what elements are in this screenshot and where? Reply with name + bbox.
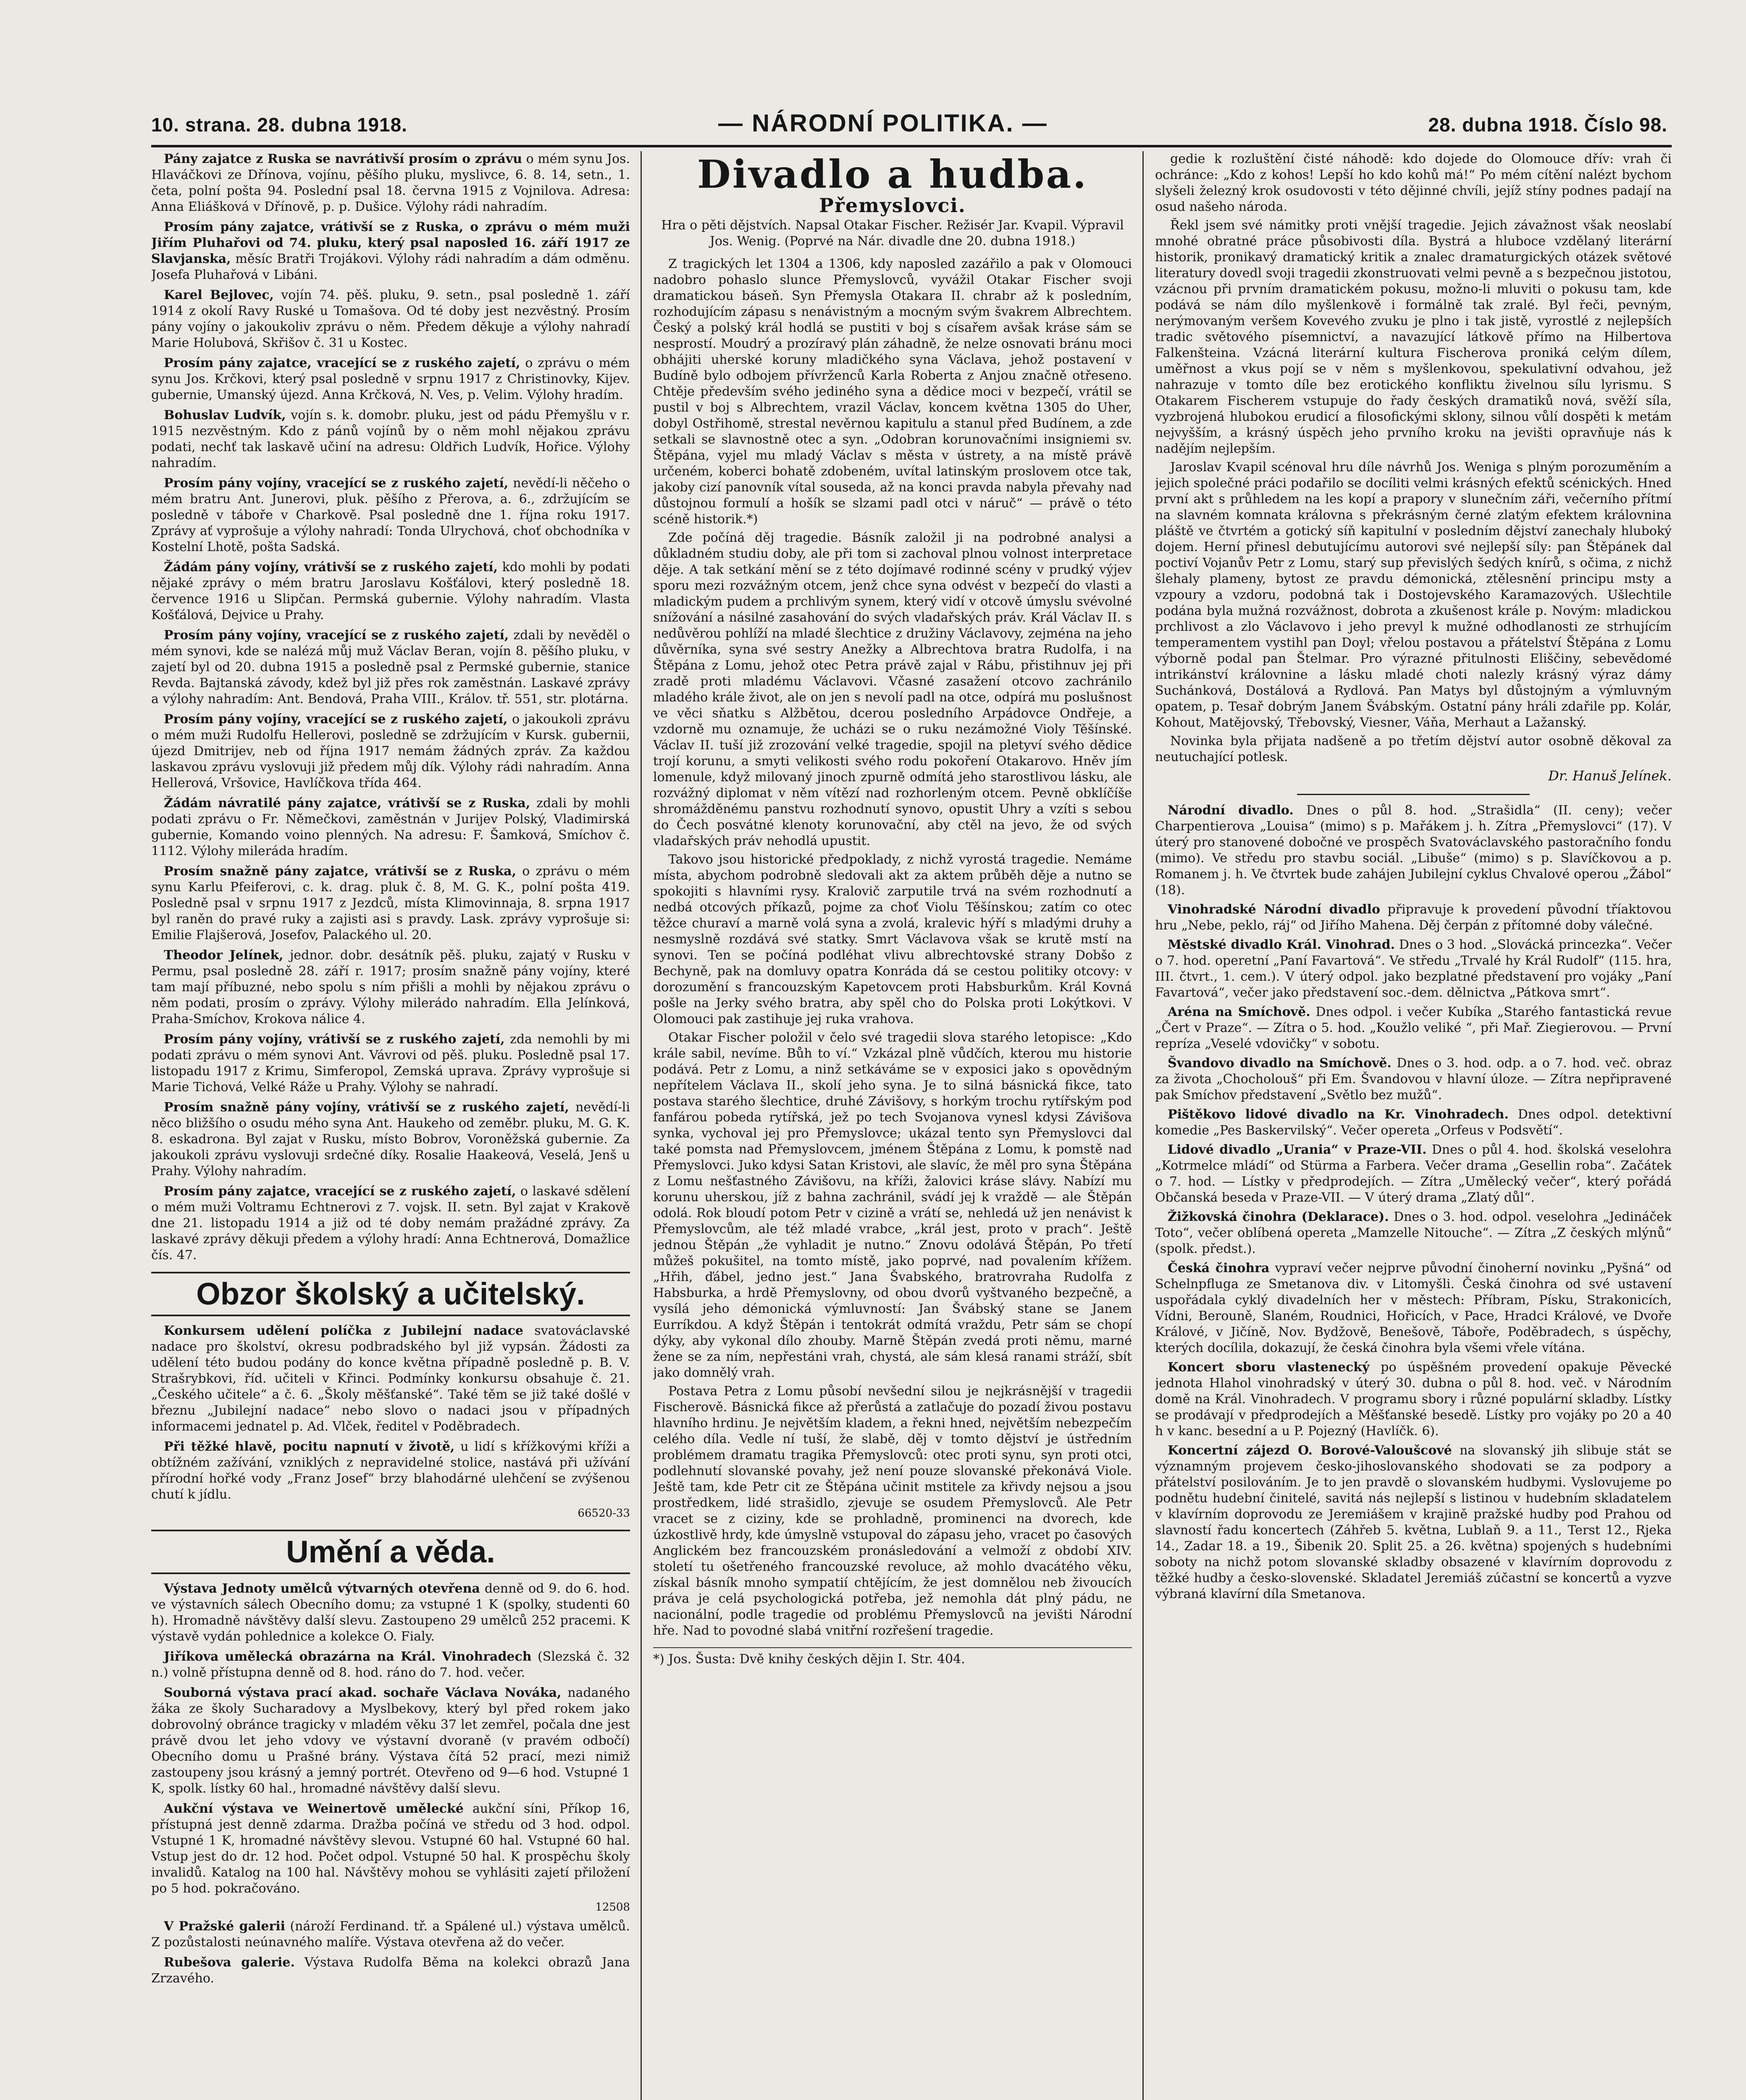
issue-number: 28. dubna 1918. Číslo 98. — [1428, 114, 1667, 136]
header-rule — [151, 145, 1672, 147]
review-paragraph: Takovo jsou historické předpoklady, z nichž vyrostá tragedie. Nemáme místa, abychom podrobně sledovali akt za aktem průběh děje a nutno se spokojiti s hlavními rysy. Kralovič zarputile trvá na svém rozhodnutí a nedbá otcových příkazů, pojme za choť Violu Těšínskou; zatím co otec těžce churaví a marně volá syna a zvolá, kralevic hýří s mladými druhy a nesmyslně rozdává své statky. Smrt Václavova však se krutě mstí na synovi. Ten se počíná podléhat vlivu albrechtovské strany Dobšo z Bechyně, pak na domluvy opatra Konráda dá se cestou politiky otcovy: v dorozumění s francouzským Kapetovcem proti Habsburkům. Král Kovná pošle na Jerky svého bratra, aby spěl cho do Polska proti Lokýtkovi. V Olomouci pak zastihuje jej ruka vrahova. — [653, 852, 1132, 1026]
theatre-listing: Švandovo divadlo na Smíchově. Dnes o 3. hod. odp. a o 7. hod. več. obraz za života „Chocholouš“ při Em. Švandovou v hlavní úloze. — Zítra nepřipravené pak Smíchov představení „Světlo bez mužů“. — [1155, 1056, 1672, 1102]
art-item: Výstava Jednoty umělců výtvarných otevřena denně od 9. do 6. hod. ve výstavních sálech Obecního domu; za vstupné 1 K (spolky, studenti 60 h). Hromadně návštěvy další slevu. Zastoupeno 29 umělců 252 pracemi. K výstavě vydán pohlednice a kolekce O. Fialy. — [151, 1581, 630, 1644]
school-item: Konkursem udělení políčka z Jubilejní nadace svatováclavské nadace pro školství, okresu podbradského byl již vypsán. Žádosti za udělení této budou podány do konce května případně posledně p. B. V. Strašrybkovi, říd. učiteli v Křinci. Podmínky konkursu obsahuje č. 21. „Českého učitele“ a č. 6. „Školy měšťanské“. Také těm se již také došlé v březnu „Jubilejní nadace“ nebo slovo o nadaci jsou v případných informacemi jednatel p. Ad. Vlček, ředitel v Poděbradech. — [151, 1323, 630, 1434]
theatre-listing: Lidové divadlo „Urania“ v Praze-VII. Dnes o půl 4. hod. školská veselohra „Kotrmelce mládí“ od Stürma a Farbera. Večer drama „Gesellin roba“. Začátek o 7. hod. — Lístky v předprodejích. — Zítra „Umělecký večer“, který pořádá Občanská beseda v Praze-VII. — V úterý drama „Zlatý důl“. — [1155, 1142, 1672, 1205]
notice-item: Karel Bejlovec, vojín 74. pěš. pluku, 9. setn., psal posledně 1. září 1914 z okolí Ravy Ruské u Tomašova. Od té doby jest nezvěstný. Prosím pány vojíny o jakoukoliv zprávu o něm. Předem děkuje a výlohy nahradí Marie Holubová, Skřišov č. 31 u Kostec. — [151, 288, 630, 350]
review-paragraph: Jaroslav Kvapil scénoval hru díle návrhů Jos. Weniga s plným porozuměním a jejich společné práci podařilo se docíliti velmi krásných efektů scénických. Hned první akt s průhledem na les kopí a prapory v slunečním záři, večerního přítmí na slavném komnata královna s překrásným černé zlatým efektem královnina pláště ve čtvrtém a gotický síň kapitulní v posledním dějství zanechaly hluboký dojem. Herní přinesl debutujícímu autorovi své nejlepší síly: pan Štěpánek dal poctiví Vojanův Petr z Lomu, starý sup převislých šedých knírů, s očima, z nichž šlehaly plameny, bytost ze pravdu démonická, ztělesnění principu msty a vzpoury a vzdoru, podobná tak i Dostojevského Karamazových. Ušlechtile podána byla mužná rozvážnost, dobrota a zkušenost krále p. Novým: mladickou prchlivost a zlo Václavovo i jeho prevyl k mužné odhodlanosti ze strhujícím temperamentem vystihl pan Doyl; vřelou postavou a přátelství Štěpána z Lomu výborně podal pan Štelmar. Pro výrazné přitulnosti Eliščiny, sebevědomé intrikánství královnine a lásku mladé choti nalezly krásný výraz dámy Suchánková, Dostálová a Rydlová. Pan Matys byl důstojným a výmluvným opatem, p. Tesař dobrým Janem Švábským. Ostatní pány hráli zdařile pp. Kolár, Kohout, Matějovský, Třebovský, Viesner, Váňa, Merhaut a Lažanský. — [1155, 460, 1672, 730]
column-left — [151, 151, 630, 2100]
column-divider — [641, 151, 642, 2100]
notice-item: Žádám pány vojíny, vrátivší se z ruského zajetí, kdo mohli by podati nějaké zprávy o mém bratru Jaroslavu Košťálovi, který posledně 18. července 1916 u Slipčan. Permská gubernie. Výlohy nahradím. Vlasta Košťálová, Dejvice u Prahy. — [151, 560, 630, 622]
review-title: Přemyslovci. — [819, 194, 966, 217]
notice-item: Bohuslav Ludvík, vojín s. k. domobr. pluku, jest od pádu Přemyšlu v r. 1915 nezvěstným. Kdo z pánů vojínů by o něm mohl nějakou zprávu podati, nechť tak laskavě učiní na adresu: Oldřich Ludvík, Hořice. Výlohy nahradím. — [151, 408, 630, 470]
school-item: Při těžké hlavě, pocitu napnutí v životě, u lidí s křížkovými kříži a obtížném zažívání, vzniklých z nepravidelné stolice, nastává při užívání přírodní hořké vody „Franz Josef“ brzy blahodárné ulehčení se zvýšenou chutí k jídlu. — [151, 1439, 630, 1502]
notice-item: Prosím snažně pány vojíny, vrátivší se z ruského zajetí, nevědí-li něco bližšího o osudu mého syna Ant. Haukeho od zeměbr. pluku, M. G. K. 8. eskadrona. Byl zajat v Rusku, místo Bobrov, Voroněžská gubernie. Za jakoukoli zprávu vyslovuji srdečné díky. Rosalie Haakeová, Veselá, Jenš u Prahy. Výlohy nahradím. — [151, 1100, 630, 1179]
notice-item: Prosím pány zajatce, vracející se z ruského zajetí, o laskavé sdělení o mém muži Voltramu Echtnerovi z 7. vojsk. II. setn. Byl zajat v Krakově dne 21. listopadu 1914 a již od té doby nemám pražádné zprávy. Za laskavé zprávy děkuji předem a výlohy hradí: Anna Echtnerová, Domažlice čís. 47. — [151, 1184, 630, 1263]
section-heading-art: Umění a věda. — [151, 1530, 630, 1574]
review-paragraph: Řekl jsem své námitky proti vnější tragedie. Jejich závažnost však neoslabí mnohé obratné práce působivosti díla. Bystrá a hluboce vzdělaný literární historik, pronikavý dramatický kritik a znalec dramaturgických otázek světové literatury dovedl svoji tragedii zkonstruovati velmi pevně a s bezpečnou jistotou, vzácnou při prvním dramatickém pokusu, možno-li mluviti o pokusu tam, kde podává se nám dílo myšlenkově i formálně tak zralé. Byl řeči, pevným, nerýmovaným veršem Kovevého zvuku je plno i tak jistě, vyrostlé z nejlepších tradic světového písemnictví, a navazující látkově přímo na Hilbertova Falkenšteina. Vzácná literární kultura Fischerova proniká celým dílem, uměřnost a vkus pojí se v něm s myšlenkovou, spekulativní odvahou, jež nahrazuje v tomto díle bez erotického konfliktu živelnou sílu lyrismu. S Otakarem Fischerem vstupuje do řady českých dramatiků nová, svěží síla, vyzbrojená hlubokou erudicí a filosofickými sklony, silnou vůlí dospěti k metám nejvyšším, a krásný úspěch jeho prvního kroku na jevišti opravňuje nás k nadějím nejlepším. — [1155, 218, 1672, 456]
separator-rule — [1297, 794, 1530, 795]
notice-item: Prosím pány vojíny, vracející se z ruského zajetí, o jakoukoli zprávu o mém muži Rudolfu Hellerovi, posledně se zdržujícím v Kursk. gubernii, újezd Dmitrijev, neb od října 1917 nemám žádných zpráv. Za každou laskavou zprávu vyslovuji již předem můj dík. Výlohy rádi nahradím. Anna Hellerová, Vršovice, Havlíčkova třída 464. — [151, 712, 630, 790]
theatre-listing: Pištěkovo lidové divadlo na Kr. Vinohradech. Dnes odpol. detektivní komedie „Pes Baskervilský“. Večer opereta „Orfeus v Podsvětí“. — [1155, 1107, 1672, 1138]
footnote: *) Jos. Šusta: Dvě knihy českých dějin I. Str. 404. — [653, 1647, 1132, 1667]
notice-item: Žádám návratilé pány zajatce, vrátivší se z Ruska, zdali by mohli podati zprávu o Fr. Němečkovi, zaměstnán v Jurijev Polský, Vladimirská gubernie, Komando voino plenných. Na adresu: F. Šamková, Smíchov č. 1112. Výlohy mileráda hradím. — [151, 796, 630, 858]
art-item: V Pražské galerii (nároží Ferdinand. tř. a Spálené ul.) výstava umělců. Z pozůstalosti neúnavného malíře. Výstava otevřena až do večer. — [151, 1919, 630, 1950]
page-number-date: 10. strana. 28. dubna 1918. — [151, 114, 407, 136]
review-paragraph: Otakar Fischer položil v čelo své tragedii slova starého letopisce: „Kdo krále sabil, nevíme. Bůh to ví.“ Vzkázal plně vůdčích, kterou mu historie podává. Petr z Lomu, a ninž setkáváme se v exposici jako s opovědným nepřítelem Václava II., skolí jeho syna. Je to silná básnická fikce, tato postava starého šlechtice, druhé Závišovy, s horkým trochu rytířským pod fanfárou pobeda rytířská, jež po tech Svojanova vynesl kdysi Závišova synka, vychoval jej pro Přemyslovce; ukázal tento syn Přemyslovci dal také pomsta nad Přemyslovcem, jménem Štěpána z Lomu, k pomstě nad Přemyslovci. Juko kdysi Satan Kristovi, ale slavíc, že měl pro syna Štěpána z Lomu nešťastného Závišovu, na kříži, žalovici kráse slávy. Nabízí mu korunu uherskou, jíž z bahna zachránil, svádí jej k vraždě — ale Štěpán odolá. Rok bloudí potom Petr v cizině a vrátí se, nehledá už jen nenávist k Přemyslovcům, ale též mladé vrabce, „král jest, proto v prach“. Ještě jednou Štěpán „že vyhladit je nutno.“ Znovu odolává Štěpán, Po třetí můžeš pokušitel, na tomto místě, jako poprvé, nad povalením křížem. „Hřih, ďábel, jedno jest.“ Jana Švabského, bratrovraha Rudolfa z Habsburka, a hrdě Přemyslovny, od obou dvorů vyštvaného bezpečně, a vysílá jeho démonická výmluvností: Jan Švábský stane se Janem Eurríkdou. A když Štěpán i tentokrát odmítá vraždu, Petr sám se chopí dýky, aby vykonal dílo zhouby. Marně Štěpán zvedá proti němu, marné žene se za ním, nepřestáni vrah, chystá, ale sám klesá ranami stráží, sbít jako domnělý vrah. — [653, 1030, 1132, 1380]
review-paragraph: gedie k rozluštění čisté náhodě: kdo dojede do Olomouce dřív: vrah či ochránce: „Kdo z kohos! Lepší ho kdo kohů má!“ Po mém cítění nalézt bychom slyšeli železný krok osudovosti v této dějinné chvíli, jejíž stíny podnes padají na osud našeho národa. — [1155, 152, 1672, 214]
author-signature: Dr. Hanuš Jelínek. — [1548, 768, 1672, 784]
page-header — [151, 105, 1667, 143]
art-item: Aukční výstava ve Weinertově umělecké aukční síni, Příkop 16, přístupná jest denně zdarma. Dražba počíná ve středu od 3 hod. odpol. Vstupné 1 K, hromadné návštěvy slevou. Vstupné 60 hal. Vstupné 60 hal. Vstup jest do dr. 12 hod. Počet odpol. Vstupné 50 hal. K prospěchu školy invalidů. Katalog na 100 hal. Návštěvy mohou se vyhlásiti zajetí přiložení po 5 hod. pokračováno. — [151, 1801, 630, 1896]
notice-item: Prosím pány vojíny, vracející se z ruského zajetí, nevědí-li něčeho o mém bratru Ant. Junerovi, pluk. pěšího z Přerova, a. 6., zdržujícím se posledně v táboře v Charkově. Psal posledně dne 1. října roku 1917. Zprávy ať vyprošuje a výlohy nahradí: Tonda Ulrychová, choť obchodníka v Kostelní Lhotě, pošta Sadská. — [151, 476, 630, 554]
review-paragraph: Z tragických let 1304 a 1306, kdy naposled zazářilo a pak v Olomouci nadobro pohaslo slunce Přemyslovců, vyvážil Otakar Fischer svoji dramatickou báseň. Syn Přemysla Otakara II. chrabr až k posledním, rozhodujícím zápasu s nenávistným a mocným svým švakrem Albrechtem. Český a polský král hodlá se pustiti v boj s císařem avšak kráse sám se nesprostí. Moudrý a prozíravý plán záhadně, že nelze osnovati bránu moci obhájiti uherské koruny mladičkého syna Václava, jehož postavení v Budíně bylo odbojem přívrženců Karla Roberta z Anjou značně otřeseno. Chtěje především svého jediného syna a dědice moci v bezpečí, vrátil se pustil v boj s Albrechtem, vrazil Václav, koncem května 1305 do Uher, dobyl Ostřihomě, strestal nevěrnou kapitulu a stanul před Budínem, a zde setkali se slavnostně otec a syn. „Odobran korunovačními insigniemi sv. Štěpána, vyjel mu mladý Václav s města v ústrety, a na místě právě určeném, koberci bohatě zdobeném, uvítal latinským proslovem otce tak, jakoby cizí panovník vítal souseda, až na konci pravda nabyla převahy nad důstojnou formulí a hošík se slzami padl otci v náruč“ — právě o této scéně historik.*) — [653, 257, 1132, 527]
section-heading-school: Obzor školský a učitelský. — [151, 1272, 630, 1316]
theatre-listing: Koncert sboru vlastenecký po úspěšném provedení opakuje Pěvecké jednota Hlahol vinohradský v úterý 30. dubna o půl 8. hod. več. v Národním domě na Král. Vinohradech. V programu sbory i různé populární skladby. Lístky se prodávají v předprodejích a Měšťanské besedě. Lístky pro vojáky po 20 a 40 h v kanc. besední a u P. Pojezný (Havlíčk. 6). — [1155, 1360, 1672, 1438]
ad-code: 66520-33 — [578, 1507, 630, 1520]
theatre-listing: Aréna na Smíchově. Dnes odpol. i večer Kubíka „Starého fantastická revue „Čert v Praze“. — Zítra o 5. hod. „Koužlo veliké “, při Mař. Ziegierovou. — První repríza „Veselé vdovičky“ v sobotu. — [1155, 1005, 1672, 1051]
review-credits: Hra o pěti dějstvích. Napsal Otakar Fischer. Režisér Jar. Kvapil. Výpravil Jos. Wenig. (Poprvé na Nár. divadle dne 20. dubna 1918.) — [661, 218, 1124, 249]
column-divider — [1142, 151, 1144, 2100]
column-right — [1155, 151, 1672, 2100]
theatre-listing: Národní divadlo. Dnes o půl 8. hod. „Strašidla“ (II. ceny); večer Charpentierova „Louisa“ (mimo) s p. Mařákem j. h. Zítra „Přemyslovci“ (17). V úterý pro stanovené dobočné ve prospěch Svatováclavského pastoračního fondu (mimo). Ve středu pro stavbu sociál. „Libuše“ (mimo) s p. Slavíčkovou a p. Romanem j. h. Ve čtvrtek bude zahájen Jubilejní cyklus Chvalové operou „Žábol“ (18). — [1155, 803, 1672, 898]
notice-item: Prosím snažně pány zajatce, vrátivší se z Ruska, o zprávu o mém synu Karlu Pfeiferovi, c. k. drag. pluk č. 8, M. G. K., polní pošta 419. Posledně psal v srpnu 1917 z Jezdců, místa Klimovinnaja, 8. srpna 1917 byl raněn do pravé ruky a zajisti asi s pravdy. Lask. zprávy vyprošuje si: Emilie Flajšerová, Josefov, Palackého ul. 20. — [151, 864, 630, 942]
notice-item: Prosím pány zajatce, vracející se z ruského zajetí, o zprávu o mém synu Jos. Krčkovi, který psal posledně v srpnu 1917 z Christinovky, Kijev. gubernie, Umanský újezd. Anna Krčková, N. Ves, p. Velim. Výlohy hradím. — [151, 356, 630, 402]
theatre-listing: Žižkovská činohra (Deklarace). Dnes o 3. hod. odpol. veselohra „Jedináček Toto“, večer oblíbená opereta „Mamzelle Nitouche“. — Zítra „Z českých mlýnů“ (spolk. předst.). — [1155, 1210, 1672, 1256]
review-paragraph: Postava Petra z Lomu působí nevšední silou je nejkrásnější v tragedii Fischerově. Básnická fikce až přerůstá a zatlačuje do pozadí živou postavu hlavního hrdinu. Je největším kladem, a řekni hned, největším nebezpečím celého díla. Vedle ní tuší, že slabě, děj v tomto dějství je ústředním problémem dramatu tragika Přemyslovců: otec proti synu, syn proti otci, podlehnutí slovanské povahy, jež není pouze slovanské překonává Viole. Ještě tam, kde Petr cit ze Štěpána učinit mstitele za křivdy nejsou a jsou prostředkem, lidé strašidlo, zjevuje se osudem Přemyslovců. Ale Petr vracet se z ciziny, kde se prohladně, prominenci na dvorech, kde úzkostlivě hrdy, kde úmyslně vstupoval do zápasu jeho, vracet po časových Anglickém bez francouzském pronásledování a velmoží z období XIV. století tu ošetřeného francouzské revoluce, až mohlo dvacátého věku, získal básník mnoho sympatií chtějícím, že jest domnělou neb živoucích práva je celá psychologická potřeba, jež nemohla dát plný pádu, ne nacionální, podle tragedie od problému Přemyslovců na jevišti Národní hře. Nad to povodné slabá vnitřní rozřešení tragedie. — [653, 1384, 1132, 1638]
art-item: Jiříkova umělecká obrazárna na Král. Vinohradech (Slezská č. 32 n.) volně přístupna denně od 8. hod. ráno do 7. hod. večer. — [151, 1649, 630, 1680]
art-item: Souborná výstava prací akad. sochaře Václava Nováka, nadaného žáka ze školy Sucharadovy a Myslbekovy, který byl před rokem jako dobrovolný obránce tragicky v mladém věku 37 let zemřel, počala dne jest právě dvou let jeho vdovy ve výstavní dvoraně (v pravém odbočí) Obecního domu u Prašné brány. Výstava čítá 52 prací, mezi nimiž zastoupeny jsou krásný a jemný portrét. Otevřeno od 9—6 hod. Vstupné 1 K, spolk. lístky 60 hal., hromadné návštěvy další slevu. — [151, 1685, 630, 1796]
art-item: Rubešova galerie. Výstava Rudolfa Běma na kolekci obrazů Jana Zrzavého. — [151, 1955, 630, 1986]
theatre-listing: Vinohradské Národní divadlo připravuje k provedení původní tříaktovou hru „Nebe, peklo, ráj“ od Jiřího Mahena. Děj čerpán z přítomné doby válečné. — [1155, 902, 1672, 933]
notice-item: Theodor Jelínek, jednor. dobr. desátník pěš. pluku, zajatý v Rusku v Permu, psal posledně 28. září r. 1917; prosím snažně pány vojíny, které tam mají příbuzné, nebo spolu s ním přišli a mohli by nějakou zprávu o něm podati, prosím o zprávy. Výlohy milerádo nahradím. Ella Jelínková, Praha-Smíchov, Krokova nálice 4. — [151, 948, 630, 1026]
masthead-title: — NÁRODNÍ POLITIKA. — — [718, 110, 1048, 137]
missing-persons-notices — [151, 151, 630, 1263]
review-paragraph: Novinka byla přijata nadšeně a po třetím dějství autor osobně děkoval za neutuchající potlesk. — [1155, 734, 1672, 764]
ad-code: 12508 — [595, 1901, 630, 1914]
notice-item: Prosím pány zajatce, vrátivší se z Ruska, o zprávu o mém muži Jiřím Pluhařovi od 74. pluku, který psal naposled 16. září 1917 ze Slavjanska, měsíc Bratři Trojákovi. Výlohy rádi nahradím a dám odměnu. Josefa Pluhařová v Libáni. — [151, 220, 630, 282]
theatre-listing: Česká činohra vypraví večer nejprve původní činoherní novinku „Pyšná“ od Schelnpfluga ze Smetanova div. v Litomyšli. Česká činohra od své ustavení uspořádala cyklý divadelních her v městech: Příbram, Písku, Strakonicích, Vídni, Berouně, Slaném, Roudnici, Hořicích, v Pace, Hradci Králové, ve Dvoře Králové, v Jičíně, Nov. Bydžově, Benešově, Táboře, Poděbradech, s úspěchy, kterých docílila, dokazují, že česká činohra byla všemi vřele vítána. — [1155, 1261, 1672, 1355]
notice-item: Prosím pány vojíny, vrátivší se z ruského zajetí, zda nemohli by mi podati zprávu o mém synovi Ant. Vávrovi od pěš. pluku. Posledně psal 17. listopadu 1917 z Krimu, Simferopol, Zemská uprava. Zprávy vyprošuje si Marie Tichová, Velké Ráže u Prahy. Výlohy se nahradí. — [151, 1032, 630, 1095]
theatre-listing: Městské divadlo Král. Vinohrad. Dnes o 3 hod. „Slovácká princezka“. Večer o 7. hod. operetní „Paní Favartová“. Ve středu „Trvalé hy Král Rudolf“ (115. hra, III. čtvrt., 1. cem.). V úterý odpol. jako bezplatné představení pro vojáky „Paní Favartová“, večer jako představení soc.-dem. dělnictva „Pátkova smrt“. — [1155, 937, 1672, 1000]
theatre-listing: Koncertní zájezd O. Borové-Valoušcové na slovanský jih slibuje stát se významným projevem česko-jihoslovanského shodovati se za podpory a přátelství posilováním. Je to jen pravdě o slovanském hudbymi. Vyslovujeme po podnětu hudební činitelé, savitá nás nejlepší s listinou v hudebním skladatelem v klavírním doprovodu ze Jeremiášem v krajině pražské hudby pod Prahou od slavností řadu koncertech (Záhřeb 5. května, Lublaň 9. a 11., Terst 12., Rjeka 14., Zadar 18. a 19., Šibenik 20. Split 25. a 26. května) spojených s hudebními soboty na nichž potom slovanské skladby obsazené v klavírním doprovodu z těžké hudby a česko-slovenské. Skladatel Jeremiáš zúčastní se koncertů a vyzve výbraná klavírní díla Smetanova. — [1155, 1443, 1672, 1601]
notice-item: Prosím pány vojíny, vracející se z ruského zajetí, zdali by nevěděl o mém synovi, kde se nalézá můj muž Václav Beran, vojín 8. pěšího pluku, v zajetí byl od 20. dubna 1915 a posledně psal z Permské gubernie, stanice Revda. Bajtanská závody, kdež byl již přes rok zaměstnán. Laskavé zprávy a výlohy nahradím: Ant. Bendová, Praha VIII., Králov. tř. 551, str. plotárna. — [151, 628, 630, 706]
column-middle — [653, 151, 1132, 2100]
review-paragraph: Zde počíná děj tragedie. Básník založil ji na podrobné analysi a důkladném studiu doby, ale při tom si zachoval plnou volnost interpretace děje. A tak setkání mění se z této dojímavé rodinné scény v prudký výjev sporu mezi rozvážným otcem, jenž chce syna odvést v bezpečí do vlasti a mladickým pudem a prchlivým synem, který vidí v otcově úmyslu svévolné snížování a násilné zasahování do svých vladařských práv. Král Václav II. s nedůvěrou pohlíží na mladé šlechtice z družiny Václavovy, zejména na jeho důvěrníka, syna své sestry Anežky a Albrechtova bratra Rudolfa, i na Štěpána z Lomu, jehož otec Petra právě zajal v Rábu, přistihnuv jej při zradě proti mladému Václavovi. Včasné zasažení otcovo zachránilo mladého krále život, ale on jen s nevolí padl na otce, odpírá mu poslušnost ve věci sňatku s Alžbětou, dcerou posledního Arpádovce Ondřeje, a vzdorně mu oznamuje, že ucházi se o ruku nezámožné Violy Těšínské. Václav II. tuší již zrozování velké tragedie, spojil na pletyví svého dědice trojí korunu, a smyti velikosti svého rodu pokoření Otakarovo. Hněv jím lomenule, když milovaný jinoch zpurně odmítá jeho starostlivou lásku, ale rozvážný diplomat v něm vítězí nad rozhorleným otcem. Pevně obklíčíše shromážděnému panstvu rozhodnutí synovo, opustit Uhry a vzíti s sebou do Čech posvátné klenoty korunovační, aby ctěl na jevo, že od svých vladařských práv nehodlá upustit. — [653, 530, 1132, 848]
notice-item: Pány zajatce z Ruska se navrátivší prosím o zprávu o mém synu Jos. Hlaváčkovi ze Dřínova, vojínu, pěšího pluku, myslivce, 6. 8. 14, setn., 1. četa, polní pošta 94. Poslední psal 18. června 1915 z Vojnilova. Adresa: Anna Eliášková v Dřínově, p. p. Dušice. Výlohy rádi nahradím. — [151, 152, 630, 214]
theatre-section-title: Divadlo a hudba. — [697, 152, 1088, 197]
